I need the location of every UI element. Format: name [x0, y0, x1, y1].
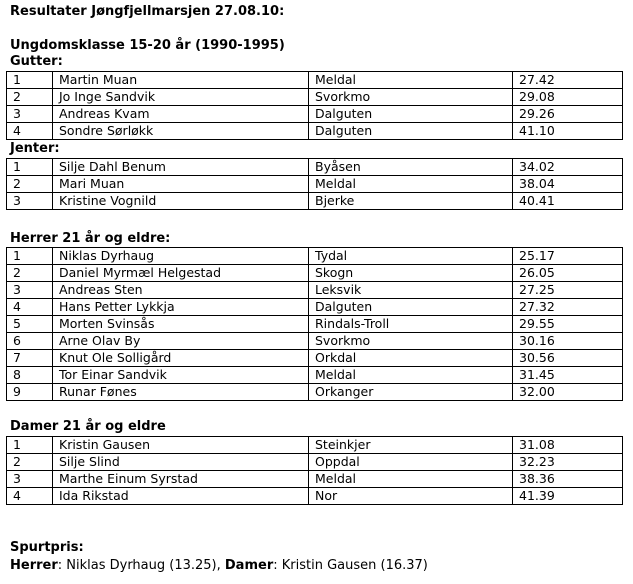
sprint-women-value: : Kristin Gausen (16.37) — [273, 558, 428, 573]
name-cell: Knut Ole Solligård — [53, 350, 309, 367]
name-cell: Andreas Kvam — [53, 106, 309, 123]
youth-girls-body — [7, 159, 623, 210]
place-cell: 3 — [7, 282, 53, 299]
club-cell: Meldal — [309, 367, 513, 384]
time-cell: 38.36 — [513, 471, 623, 488]
men-table — [6, 247, 623, 401]
name-cell: Andreas Sten — [53, 282, 309, 299]
club-cell: Dalguten — [309, 106, 513, 123]
sprint-results — [10, 558, 428, 573]
women-table — [6, 436, 623, 505]
table-row — [7, 488, 623, 505]
time-cell: 26.05 — [513, 265, 623, 282]
table-row — [7, 350, 623, 367]
men-class-heading: Herrer 21 år og eldre: — [10, 231, 171, 246]
boys-label: Gutter: — [10, 54, 63, 69]
club-cell: Oppdal — [309, 454, 513, 471]
time-cell: 41.39 — [513, 488, 623, 505]
name-cell: Sondre Sørløkk — [53, 123, 309, 140]
sprint-men-label: Herrer — [10, 558, 58, 573]
place-cell: 2 — [7, 454, 53, 471]
place-cell: 1 — [7, 159, 53, 176]
club-cell: Orkanger — [309, 384, 513, 401]
club-cell: Steinkjer — [309, 437, 513, 454]
club-cell: Byåsen — [309, 159, 513, 176]
youth-girls-table — [6, 158, 623, 210]
sprint-women-label: Damer — [224, 558, 274, 573]
place-cell: 2 — [7, 176, 53, 193]
name-cell: Marthe Einum Syrstad — [53, 471, 309, 488]
time-cell: 40.41 — [513, 193, 623, 210]
table-row — [7, 471, 623, 488]
name-cell: Silje Slind — [53, 454, 309, 471]
table-row — [7, 265, 623, 282]
name-cell: Jo Inge Sandvik — [53, 89, 309, 106]
name-cell: Morten Svinsås — [53, 316, 309, 333]
time-cell: 32.00 — [513, 384, 623, 401]
youth-boys-body — [7, 72, 623, 140]
place-cell: 4 — [7, 488, 53, 505]
place-cell: 8 — [7, 367, 53, 384]
time-cell: 25.17 — [513, 248, 623, 265]
club-cell: Meldal — [309, 72, 513, 89]
youth-boys-table — [6, 71, 623, 140]
time-cell: 27.32 — [513, 299, 623, 316]
table-row — [7, 384, 623, 401]
time-cell: 30.16 — [513, 333, 623, 350]
table-row — [7, 123, 623, 140]
name-cell: Kristin Gausen — [53, 437, 309, 454]
time-cell: 27.25 — [513, 282, 623, 299]
place-cell: 9 — [7, 384, 53, 401]
time-cell: 34.02 — [513, 159, 623, 176]
club-cell: Svorkmo — [309, 89, 513, 106]
name-cell: Mari Muan — [53, 176, 309, 193]
table-row — [7, 282, 623, 299]
club-cell: Tydal — [309, 248, 513, 265]
table-row — [7, 454, 623, 471]
name-cell: Martin Muan — [53, 72, 309, 89]
table-row — [7, 437, 623, 454]
time-cell: 32.23 — [513, 454, 623, 471]
time-cell: 27.42 — [513, 72, 623, 89]
place-cell: 5 — [7, 316, 53, 333]
table-row — [7, 72, 623, 89]
time-cell: 38.04 — [513, 176, 623, 193]
name-cell: Kristine Vognild — [53, 193, 309, 210]
club-cell: Leksvik — [309, 282, 513, 299]
place-cell: 7 — [7, 350, 53, 367]
place-cell: 3 — [7, 106, 53, 123]
club-cell: Meldal — [309, 176, 513, 193]
club-cell: Dalguten — [309, 299, 513, 316]
club-cell: Dalguten — [309, 123, 513, 140]
club-cell: Nor — [309, 488, 513, 505]
club-cell: Svorkmo — [309, 333, 513, 350]
name-cell: Runar Fønes — [53, 384, 309, 401]
table-row — [7, 159, 623, 176]
club-cell: Bjerke — [309, 193, 513, 210]
table-row — [7, 89, 623, 106]
club-cell: Meldal — [309, 471, 513, 488]
sprint-heading: Spurtpris: — [10, 540, 84, 555]
time-cell: 29.55 — [513, 316, 623, 333]
place-cell: 2 — [7, 265, 53, 282]
place-cell: 1 — [7, 72, 53, 89]
name-cell: Daniel Myrmæl Helgestad — [53, 265, 309, 282]
place-cell: 3 — [7, 471, 53, 488]
table-row — [7, 367, 623, 384]
table-row — [7, 106, 623, 123]
page-title: Resultater Jøngfjellmarsjen 27.08.10: — [10, 4, 285, 19]
place-cell: 3 — [7, 193, 53, 210]
place-cell: 2 — [7, 89, 53, 106]
name-cell: Niklas Dyrhaug — [53, 248, 309, 265]
table-row — [7, 333, 623, 350]
club-cell: Orkdal — [309, 350, 513, 367]
place-cell: 4 — [7, 123, 53, 140]
club-cell: Skogn — [309, 265, 513, 282]
table-row — [7, 176, 623, 193]
time-cell: 29.08 — [513, 89, 623, 106]
men-body — [7, 248, 623, 401]
name-cell: Ida Rikstad — [53, 488, 309, 505]
name-cell: Silje Dahl Benum — [53, 159, 309, 176]
club-cell: Rindals-Troll — [309, 316, 513, 333]
place-cell: 4 — [7, 299, 53, 316]
name-cell: Tor Einar Sandvik — [53, 367, 309, 384]
women-class-heading: Damer 21 år og eldre — [10, 419, 166, 434]
women-body — [7, 437, 623, 505]
youth-class-heading: Ungdomsklasse 15-20 år (1990-1995) — [10, 38, 285, 53]
sprint-men-value: : Niklas Dyrhaug (13.25), — [57, 558, 225, 573]
name-cell: Hans Petter Lykkja — [53, 299, 309, 316]
time-cell: 31.08 — [513, 437, 623, 454]
time-cell: 30.56 — [513, 350, 623, 367]
place-cell: 6 — [7, 333, 53, 350]
place-cell: 1 — [7, 437, 53, 454]
table-row — [7, 316, 623, 333]
time-cell: 41.10 — [513, 123, 623, 140]
time-cell: 31.45 — [513, 367, 623, 384]
name-cell: Arne Olav By — [53, 333, 309, 350]
table-row — [7, 193, 623, 210]
place-cell: 1 — [7, 248, 53, 265]
girls-label: Jenter: — [10, 141, 60, 156]
table-row — [7, 299, 623, 316]
time-cell: 29.26 — [513, 106, 623, 123]
table-row — [7, 248, 623, 265]
